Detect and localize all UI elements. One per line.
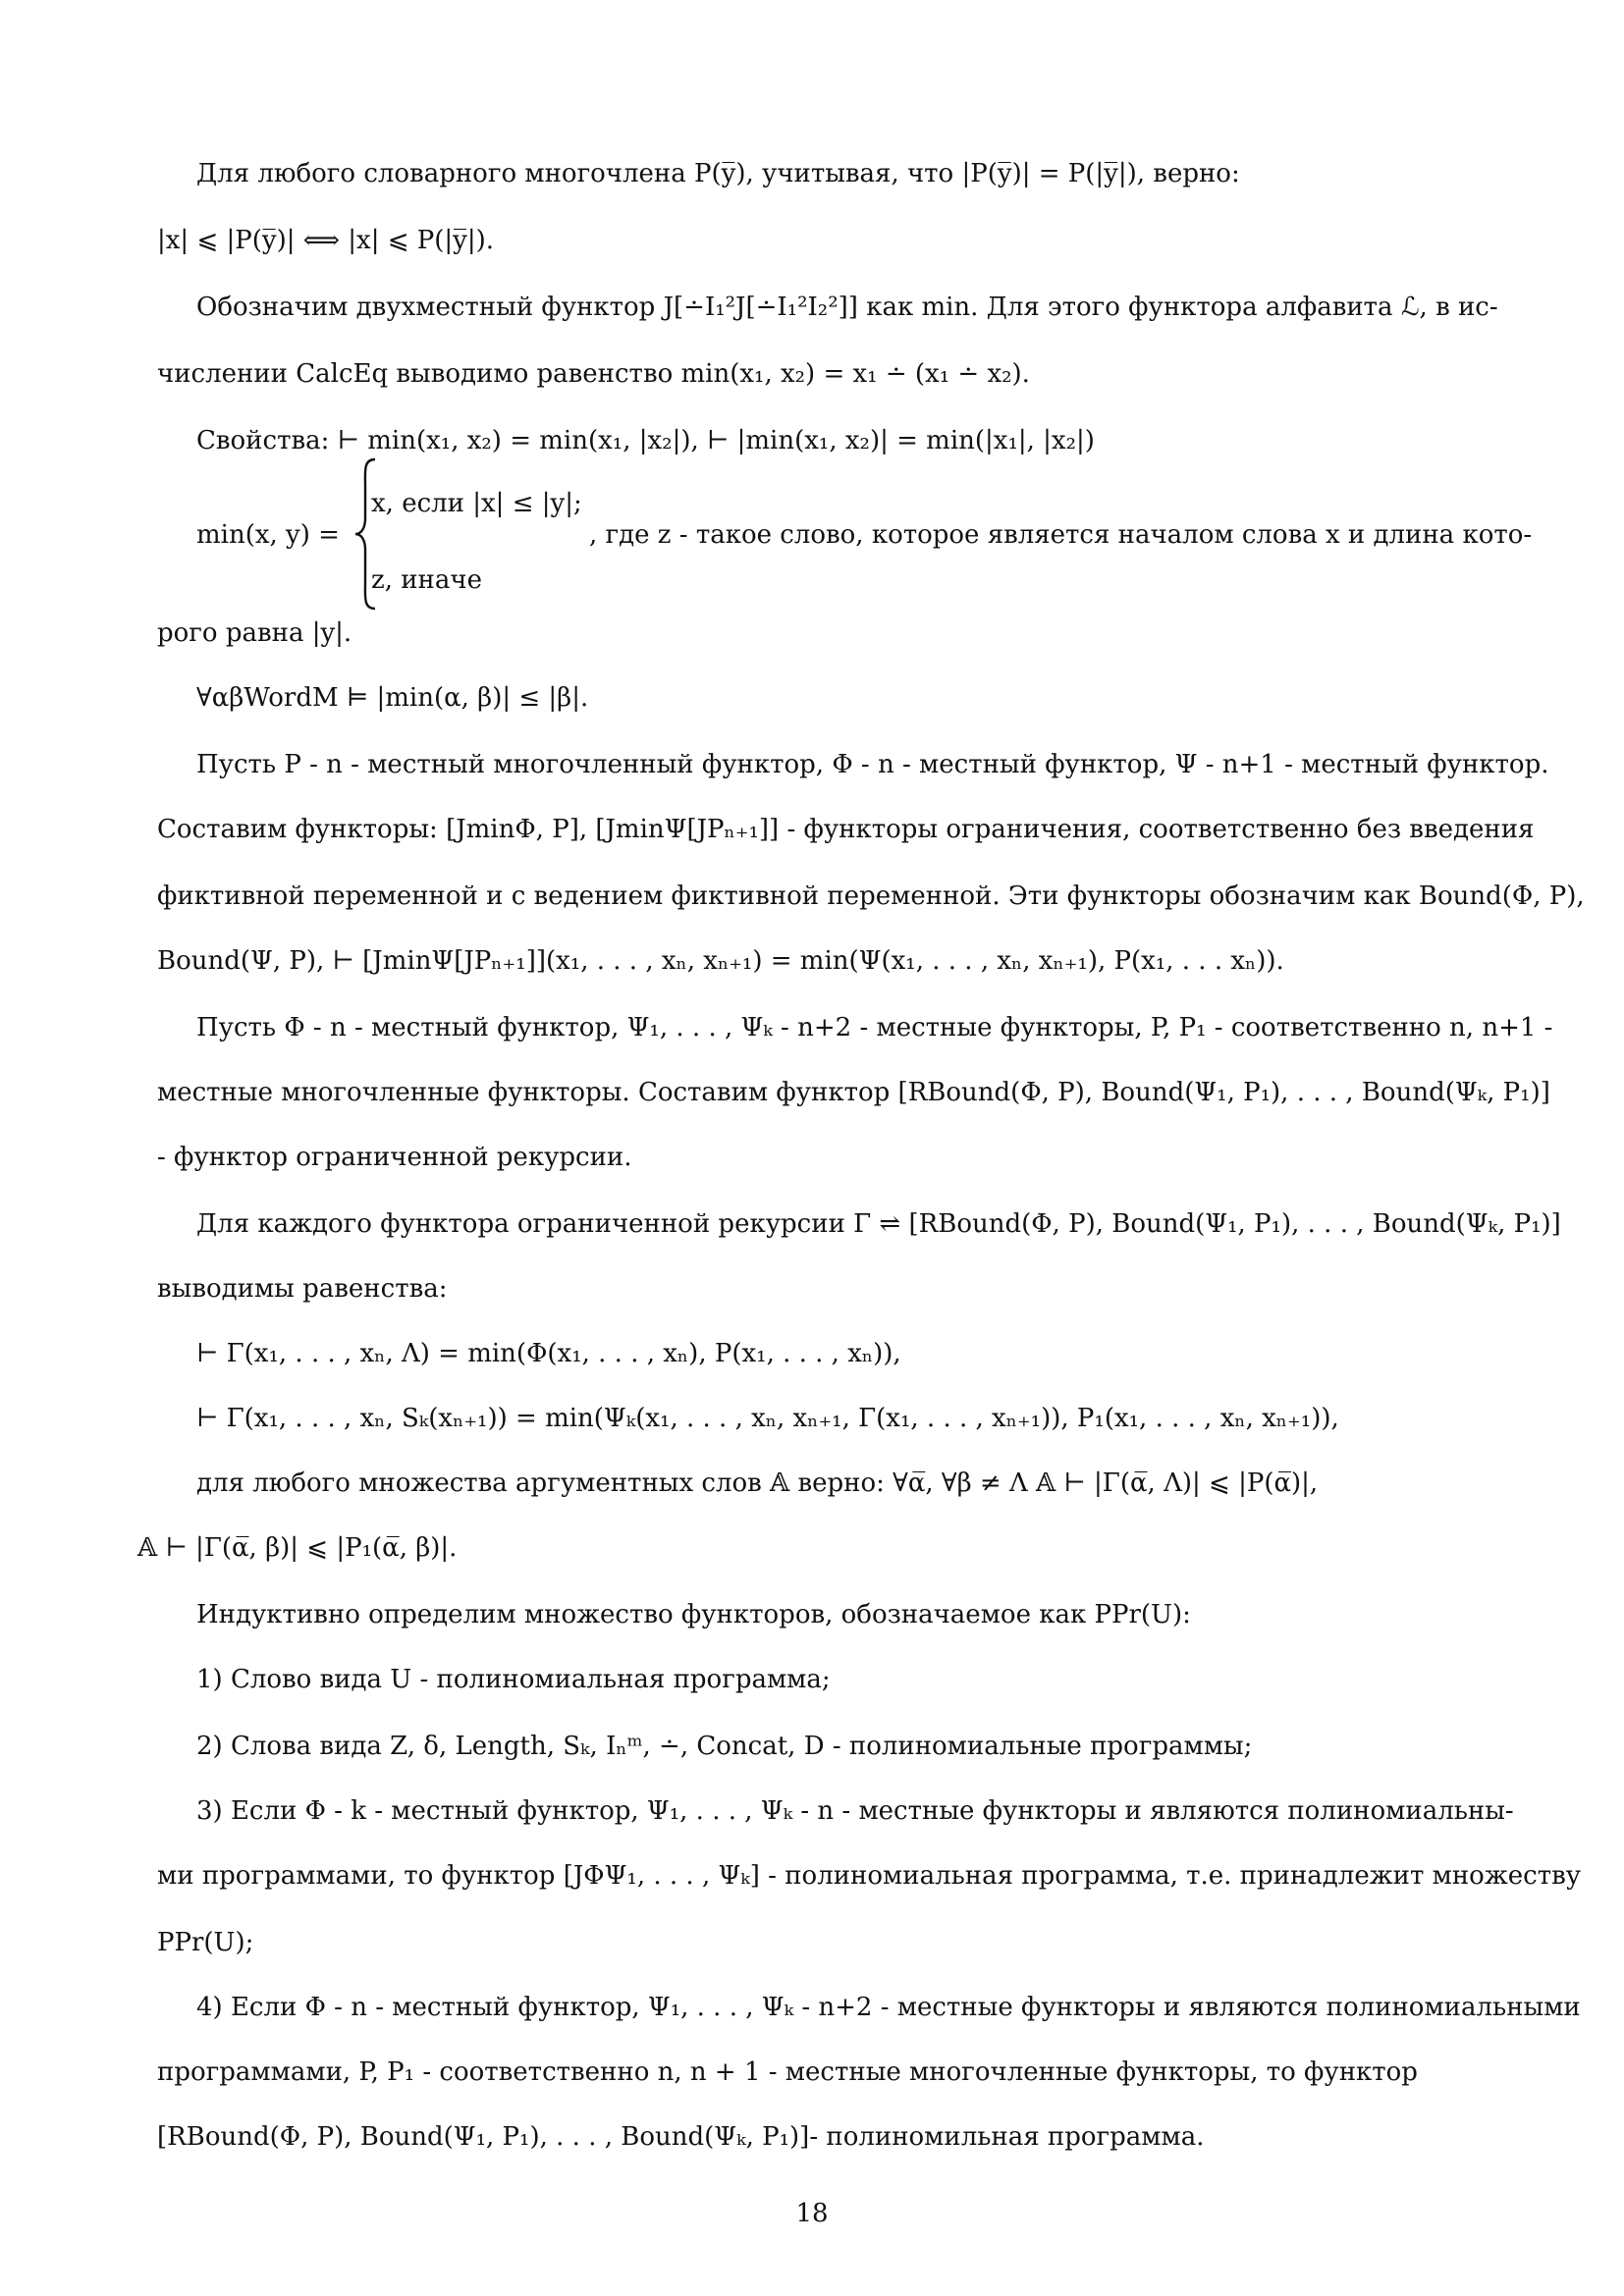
equation-line-2: ⊢ Γ(x₁, . . . , xₙ, Sₖ(xₙ₊₁)) = min(Ψₖ(x₁, . . . , xₙ, xₙ₊₁, Γ(x₁, . . . , xₙ₊₁)), P₁(x₁, . . . , xₙ, xₙ₊₁)), <box>196 1404 1339 1433</box>
list-item-3-cont-1: ми программами, то функтор [JΦΨ₁, . . . , Ψₖ] - полиномиальная программа, т.е. принадлежит множеству <box>157 1861 1582 1891</box>
text-line-17: местные многочленные функторы. Составим функтор [RBound(Φ, P), Bound(Ψ₁, P₁), . . . , Bound(Ψₖ, P₁)] <box>157 1078 1550 1107</box>
text-line-2: |x| ⩽ |P(y̅)| ⟺ |x| ⩽ P(|y̅|). <box>157 226 495 255</box>
text-line-14: фиктивной переменной и с ведением фиктивной переменной. Эти функторы обозначим как Bound(Φ, P), <box>157 881 1585 911</box>
text-line-5: Свойства: ⊢ min(x₁, x₂) = min(x₁, |x₂|), ⊢ |min(x₁, x₂)| = min(|x₁|, |x₂|) <box>196 426 1095 455</box>
text-line-16: Пусть Φ - n - местный функтор, Ψ₁, . . . , Ψₖ - n+2 - местные функторы, P, P₁ - соответственно n, n+1 - <box>196 1013 1553 1042</box>
page-number: 18 <box>795 2199 829 2228</box>
text-line-3: Обозначим двухместный функтор J[∸I₁²J[∸I₁²I₂²]] как min. Для этого функтора алфавита ℒ, в ис- <box>196 293 1498 322</box>
piecewise-case-1: x, если |x| ≤ |y|; <box>371 489 582 518</box>
list-item-4: 4) Если Φ - n - местный функтор, Ψ₁, . . . , Ψₖ - n+2 - местные функторы и являются полиномиальными <box>196 1993 1581 2022</box>
list-item-3: 3) Если Φ - k - местный функтор, Ψ₁, . . . , Ψₖ - n - местные функторы и являются полиномиальны- <box>196 1796 1514 1826</box>
list-item-1: 1) Слово вида U - полиномиальная программа; <box>196 1665 831 1694</box>
list-item-4-cont-1: программами, P, P₁ - соответственно n, n + 1 - местные многочленные функторы, то функтор <box>157 2057 1418 2087</box>
piecewise-lhs: min(x, y) = <box>196 520 340 550</box>
text-line-13: Составим функторы: [JminΦ, P], [JminΨ[JPₙ₊₁]] - функторы ограничения, соответственно без введения <box>157 815 1535 844</box>
text-line-12: Пусть P - n - местный многочленный функтор, Φ - n - местный функтор, Ψ - n+1 - местный функтор. <box>196 750 1549 779</box>
text-line-24: 𝔸 ⊢ |Γ(α̅, β)| ⩽ |P₁(α̅, β)|. <box>137 1533 458 1563</box>
text-line-19: Для каждого функтора ограниченной рекурсии Γ ⇌ [RBound(Φ, P), Bound(Ψ₁, P₁), . . . , Bound(Ψₖ, P₁)] <box>196 1209 1561 1239</box>
text-line-4: числении CalcEq выводимо равенство min(x₁, x₂) = x₁ ∸ (x₁ ∸ x₂). <box>157 359 1030 389</box>
piecewise-where-clause: , где z - такое слово, которое является началом слова x и длина кото- <box>589 520 1533 550</box>
piecewise-case-2: z, иначе <box>371 565 482 595</box>
list-item-2: 2) Слова вида Z, δ, Length, Sₖ, Iₙᵐ, ∸, Concat, D - полиномиальные программы; <box>196 1732 1253 1761</box>
text-line-18: - функтор ограниченной рекурсии. <box>157 1143 632 1172</box>
text-line-11: ∀αβWordM ⊨ |min(α, β)| ≤ |β|. <box>196 683 589 713</box>
equation-line-1: ⊢ Γ(x₁, . . . , xₙ, Λ) = min(Φ(x₁, . . . , xₙ), P(x₁, . . . , xₙ)), <box>196 1339 901 1368</box>
text-line-20: выводимы равенства: <box>157 1274 448 1304</box>
list-item-3-cont-2: PPr(U); <box>157 1928 254 1957</box>
text-line-15: Bound(Ψ, P), ⊢ [JminΨ[JPₙ₊₁]](x₁, . . . , xₙ, xₙ₊₁) = min(Ψ(x₁, . . . , xₙ, xₙ₊₁), P(x₁, . . . xₙ)). <box>157 946 1284 976</box>
text-line-23: для любого множества аргументных слов 𝔸 верно: ∀α̅, ∀β ≠ Λ 𝔸 ⊢ |Γ(α̅, Λ)| ⩽ |P(α̅)|, <box>196 1468 1319 1498</box>
text-line-10: рого равна |y|. <box>157 618 352 648</box>
text-line-1: Для любого словарного многочлена P(y̅), учитывая, что |P(y̅)| = P(|y̅|), верно: <box>196 159 1240 188</box>
text-line-25: Индуктивно определим множество функторов, обозначаемое как PPr(U): <box>196 1600 1191 1629</box>
list-item-4-cont-2: [RBound(Φ, P), Bound(Ψ₁, P₁), . . . , Bound(Ψₖ, P₁)]- полиномильная программа. <box>157 2122 1205 2152</box>
